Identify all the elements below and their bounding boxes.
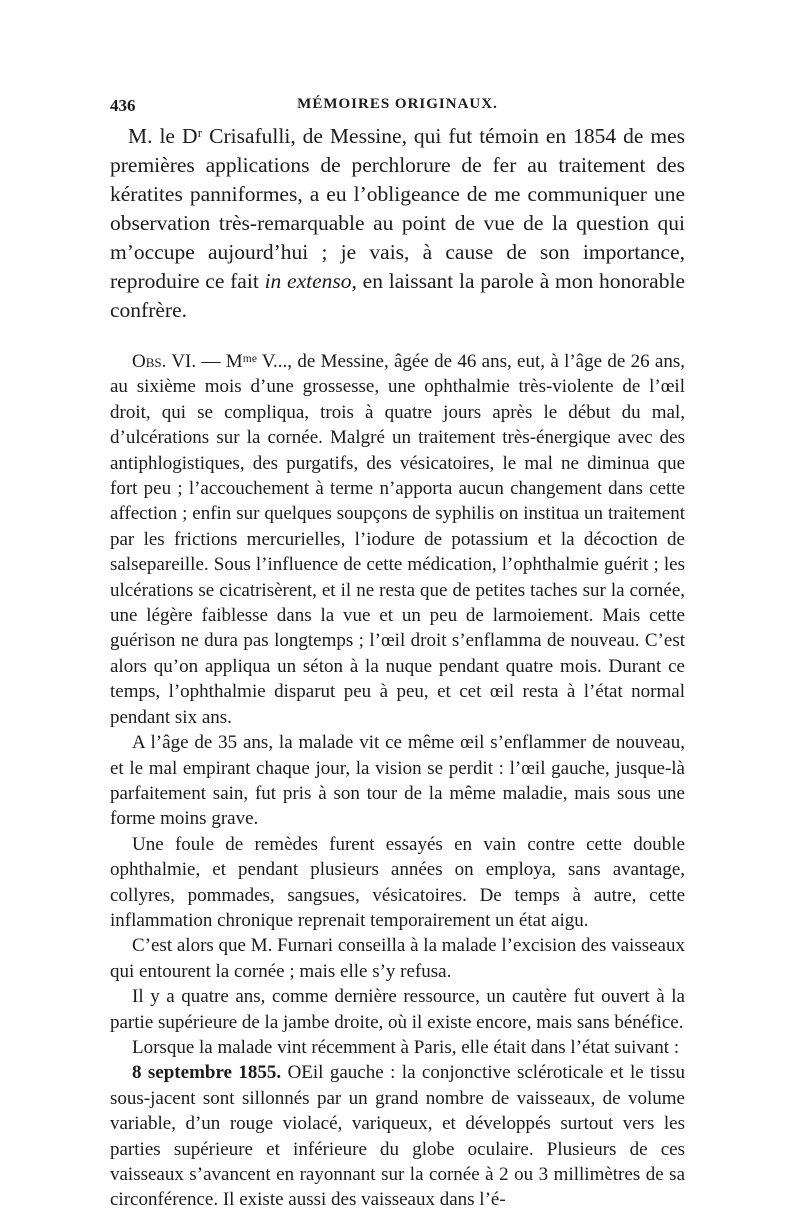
observation-date: 8 septembre 1855. [132, 1062, 282, 1084]
page-number: 436 [110, 96, 136, 115]
intro-text-end: en laissant la parole à mon honorable confrère. [110, 269, 685, 322]
observation-dated-text: OEil gauche : la conjonctive scléroticale et le tissu sous-jacent sont sillonnés par un grand nombre de vaisseaux, de volume variable, d’un rouge violacé, variqueux, et développés surtout vers les parties supérieure et inférieure du globe oculaire. Plusieurs de ces vaisseaux s’avancent en rayonnant sur la cornée à 2 ou 3 millimètres de sa circonférence. Il existe aussi des vaisseaux dans l’é- [110, 1062, 685, 1211]
observation-paragraph: C’est alors que M. Furnari conseilla à la malade l’excision des vaisseaux qui entourent la cornée ; mais elle s’y refusa. [110, 935, 685, 982]
running-title: MÉMOIRES ORIGINAUX. [297, 96, 498, 112]
observation-label: Obs. VI. [132, 351, 197, 372]
observation-opening-text: — Mᵐᵉ V..., de Messine, âgée de 46 ans, eut, à l’âge de 26 ans, au sixième mois d’une grossesse, une ophthalmie très-violente de l’œil droit, qui se compliqua, trois à quatre jours après le début du mal, d’ulcérations sur la cornée. Malgré un traitement très-énergique avec des antiphlogistiques, des purgatifs, des vésicatoires, le mal ne diminua que fort peu ; l’accouchement à terme n’apporta aucun changement dans cette affection ; enfin sur quelques soupçons de syphilis on institua un traitement par les frictions mercurielles, l’iodure de potassium et la décoction de salsepareille. Sous l’influence de cette médication, l’ophthalmie guérit ; les ulcérations se cicatrisèrent, et il ne resta que de petites taches sur la cornée, une légère faiblesse dans la vue et un peu de larmoiement. Mais cette guérison ne dura pas longtemps ; l’œil droit s’enflamma de nouveau. C’est alors qu’on appliqua un séton à la nuque pendant quatre mois. Durant ce temps, l’ophthalmie disparut peu à peu, et cet œil resta à l’état normal pendant six ans. [110, 351, 685, 728]
observation-opening-paragraph [110, 349, 685, 730]
observation-paragraph: A l’âge de 35 ans, la malade vit ce même œil s’enflammer de nouveau, et le mal empirant chaque jour, la vision se perdit : l’œil gauche, jusque-là parfaitement sain, fut pris à son tour de la même maladie, mais sous une forme moins grave. [110, 732, 685, 830]
intro-paragraph [110, 122, 685, 325]
observation-paragraph: Il y a quatre ans, comme dernière ressource, un cautère fut ouvert à la partie supérieure de la jambe droite, où il existe encore, mais sans bénéfice. [110, 986, 685, 1033]
book-page [110, 96, 685, 1213]
running-header [110, 96, 685, 122]
intro-text-start: M. le Dʳ Crisafulli, de Messine, qui fut témoin en 1854 de mes premières applications de perchlorure de fer au traitement des kératites panniformes, a eu l’obligeance de me communiquer une observation très-remarquable au point de vue de la question qui m’occupe aujourd’hui ; je vais, à cause de son importance, reproduire ce fait [110, 124, 685, 293]
observation-paragraph: Lorsque la malade vint récemment à Paris, elle était dans l’état suivant : [132, 1036, 680, 1058]
intro-italic-phrase: in extenso, [264, 269, 357, 293]
observation-section [110, 349, 685, 1213]
observation-dated-paragraph [110, 1060, 685, 1212]
observation-paragraph: Une foule de remèdes furent essayés en vain contre cette double ophthalmie, et pendant plusieurs années on employa, sans avantage, collyres, pommades, sangsues, vésicatoires. De temps à autre, cette inflammation chronique reprenait temporairement un état aigu. [110, 833, 685, 931]
